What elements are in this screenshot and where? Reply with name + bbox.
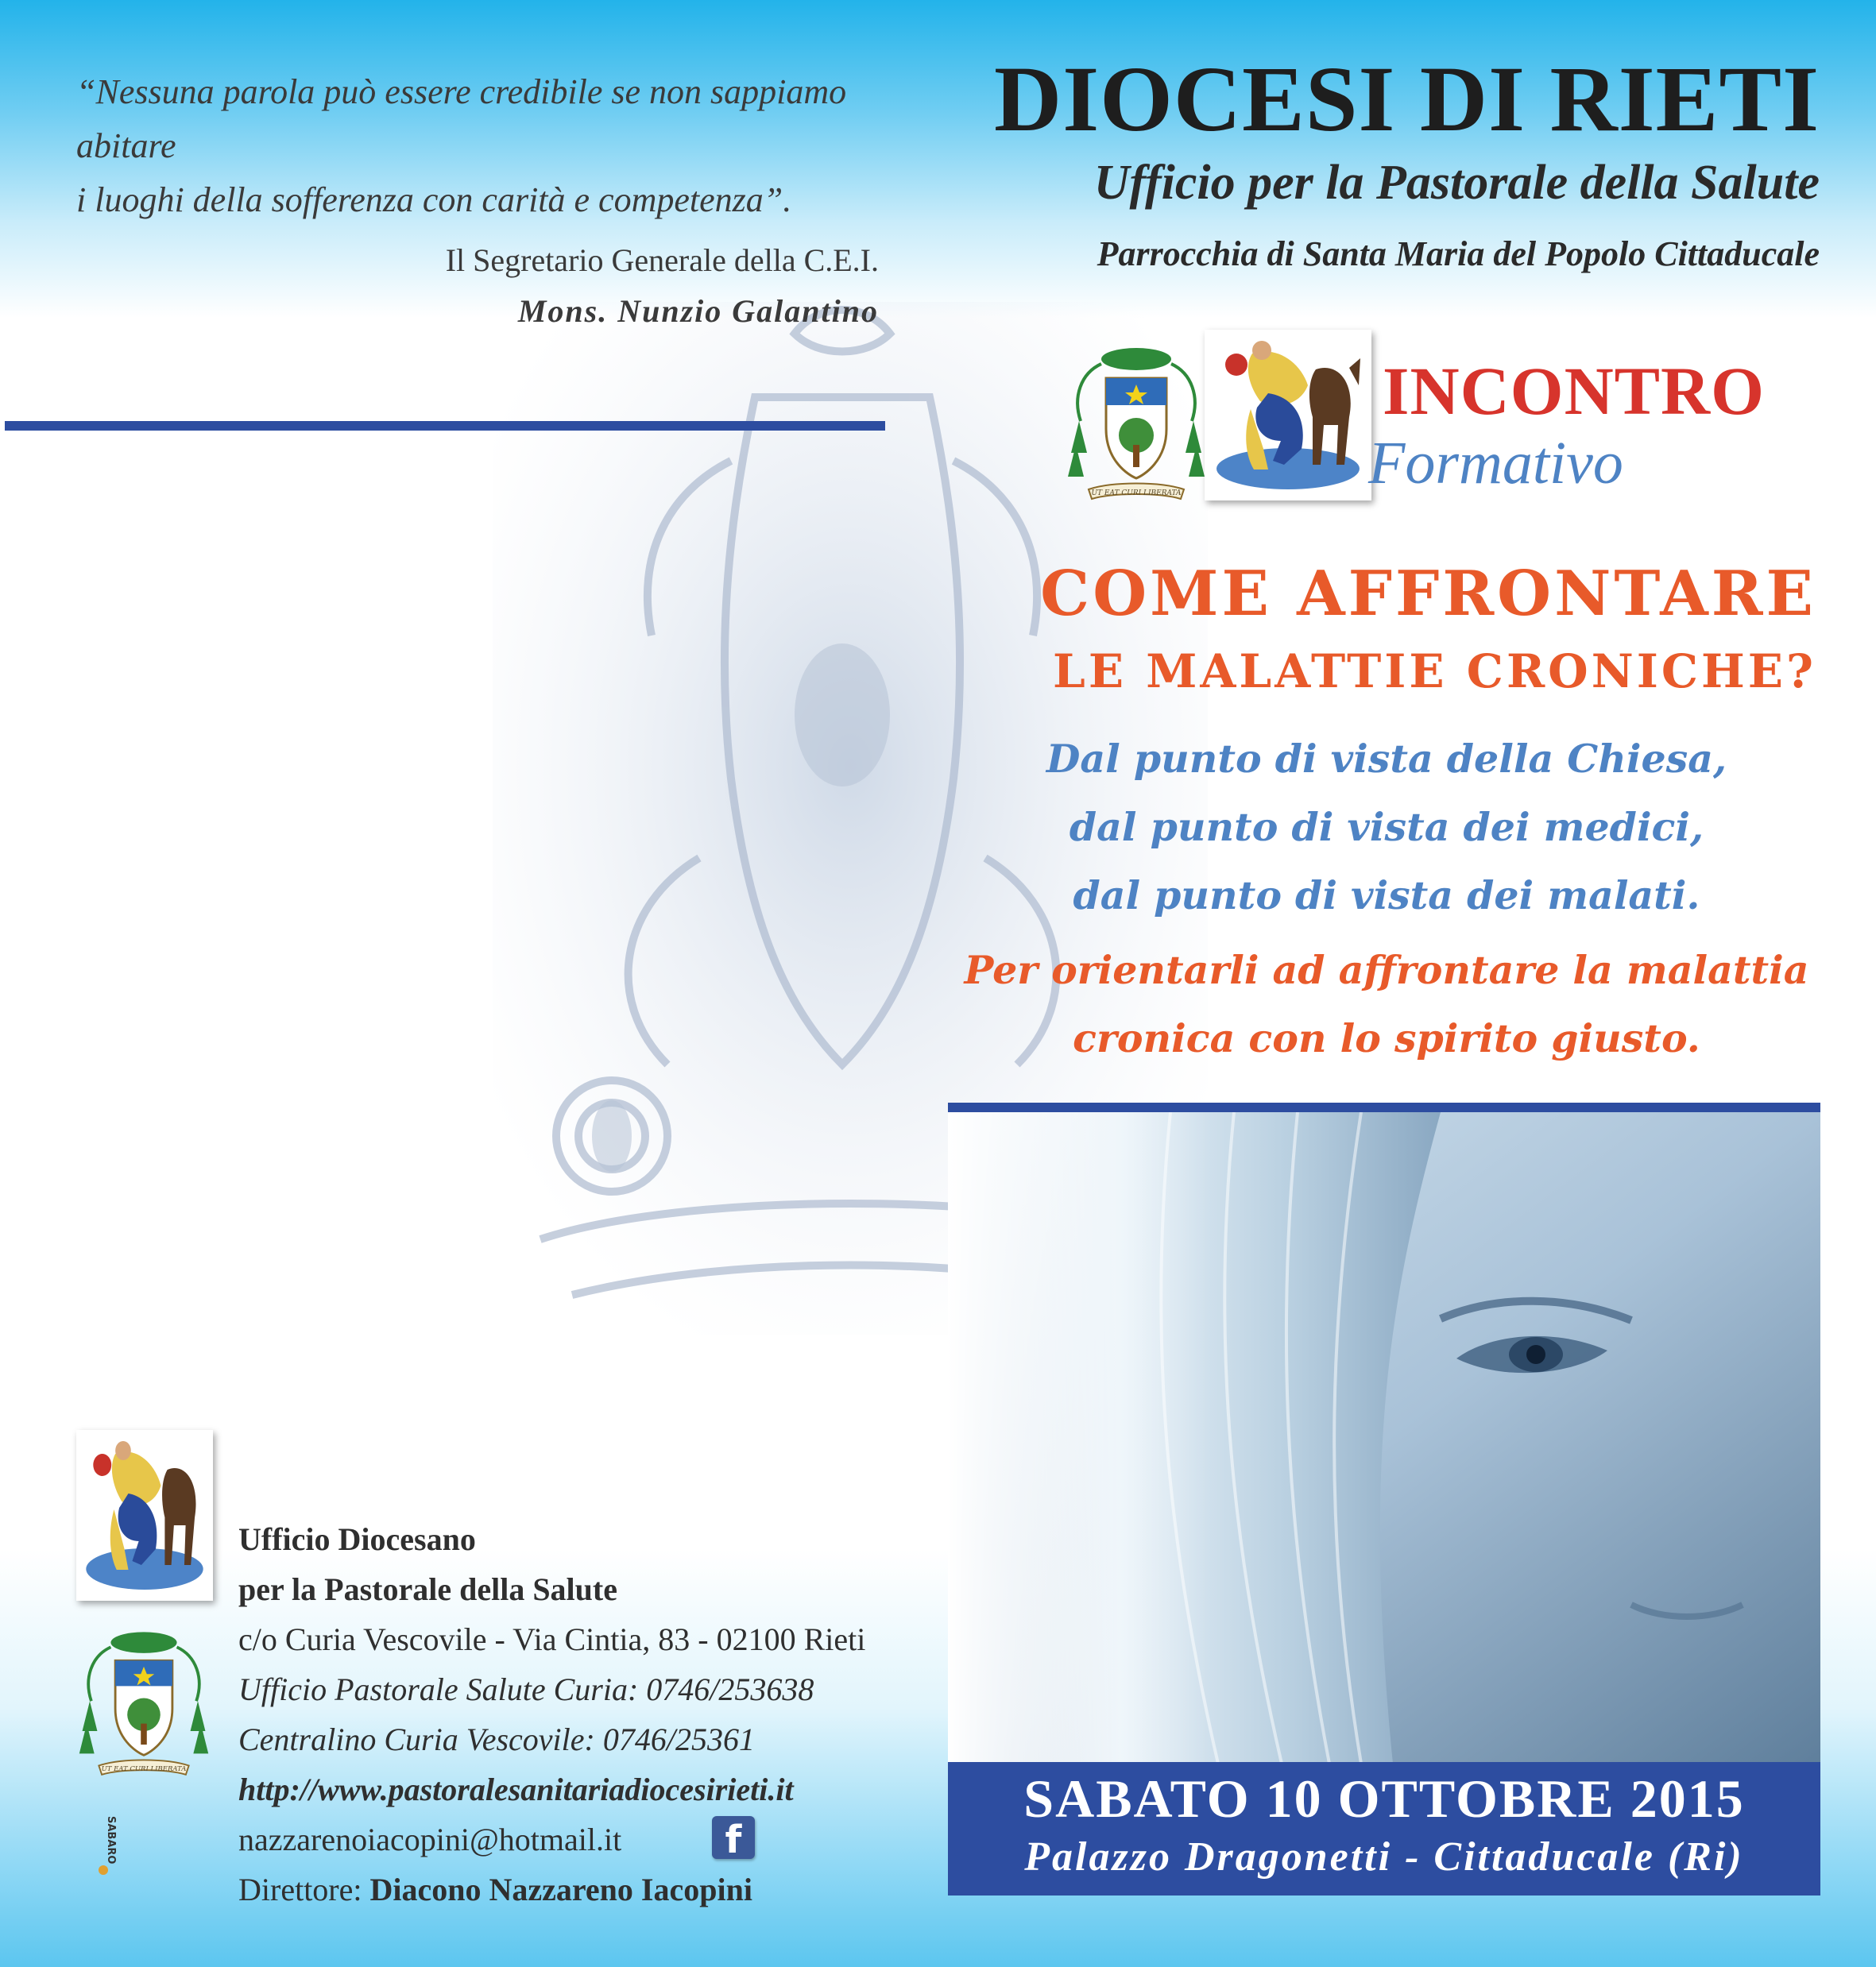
event-date: SABATO 10 OTTOBRE 2015 <box>1023 1768 1745 1829</box>
svg-text:SABARO: SABARO <box>105 1816 117 1865</box>
perspective-line-1: Dal punto di vista della Chiesa, <box>1046 736 1727 782</box>
quote-author-role: Il Segretario Generale della C.E.I. <box>445 242 879 278</box>
svg-text:UT EAT CURI LIBERATA: UT EAT CURI LIBERATA <box>1091 489 1182 497</box>
perspective-line-2: dal punto di vista dei medici, <box>1069 804 1704 850</box>
samaritan-logo <box>1205 330 1371 500</box>
org-name-line-2: per la Pastorale della Salute <box>238 1571 617 1607</box>
quote-attribution <box>238 235 879 337</box>
divider-left <box>5 421 885 431</box>
event-title-line-1: COME AFFRONTARE <box>1040 558 1816 630</box>
phone-switchboard: Centralino Curia Vescovile: 0746/25361 <box>238 1722 755 1757</box>
divider-right <box>948 1103 1820 1112</box>
contact-info <box>238 1514 922 1915</box>
director-name: Diacono Nazzareno Iacopini <box>369 1872 752 1907</box>
svg-text:UT EAT CURI LIBERATA: UT EAT CURI LIBERATA <box>101 1765 187 1774</box>
parish-subtitle: Parrocchia di Santa Maria del Popolo Cittaducale <box>1097 234 1820 273</box>
diocese-title: DIOCESI DI RIETI <box>994 47 1820 151</box>
samaritan-logo-small <box>76 1430 213 1601</box>
quote-author-name: Mons. Nunzio Galantino <box>517 293 879 329</box>
coat-of-arms-icon <box>1065 342 1208 508</box>
printer-mark-icon <box>92 1813 124 1876</box>
event-title-line-2: LE MALATTIE CRONICHE? <box>1053 644 1816 698</box>
phone-office: Ufficio Pastorale Salute Curia: 0746/253638 <box>238 1671 814 1707</box>
event-kind: INCONTRO <box>1383 353 1766 429</box>
office-subtitle: Ufficio per la Pastorale della Salute <box>1093 156 1820 210</box>
woman-photo <box>948 1112 1820 1764</box>
quote-line-1: “Nessuna parola può essere credibile se non sappiamo abitare <box>76 72 847 165</box>
org-name-line-1: Ufficio Diocesano <box>238 1521 476 1557</box>
email-link[interactable]: nazzarenoiacopini@hotmail.it <box>238 1822 622 1857</box>
website-link[interactable]: http://www.pastoralesanitariadiocesirieti.it <box>238 1772 794 1807</box>
purpose-line-1: Per orientarli ad affrontare la malattia <box>964 947 1809 993</box>
facebook-icon[interactable]: f <box>712 1816 755 1859</box>
coat-of-arms-small-icon <box>76 1625 211 1784</box>
event-kind-sub: Formativo <box>1368 430 1623 497</box>
purpose-line-2: cronica con lo spirito giusto. <box>1073 1015 1700 1061</box>
director-label: Direttore: <box>238 1872 362 1907</box>
perspective-line-3: dal punto di vista dei malati. <box>1073 872 1700 918</box>
address: c/o Curia Vescovile - Via Cintia, 83 - 02100 Rieti <box>238 1621 866 1657</box>
quote-line-2: i luoghi della sofferenza con carità e competenza”. <box>76 180 792 219</box>
quote <box>76 65 887 227</box>
event-place: Palazzo Dragonetti - Cittaducale (Ri) <box>1024 1834 1744 1880</box>
samaritan-small-icon <box>76 1430 213 1601</box>
director-line <box>238 1865 922 1915</box>
samaritan-icon <box>1205 330 1371 500</box>
